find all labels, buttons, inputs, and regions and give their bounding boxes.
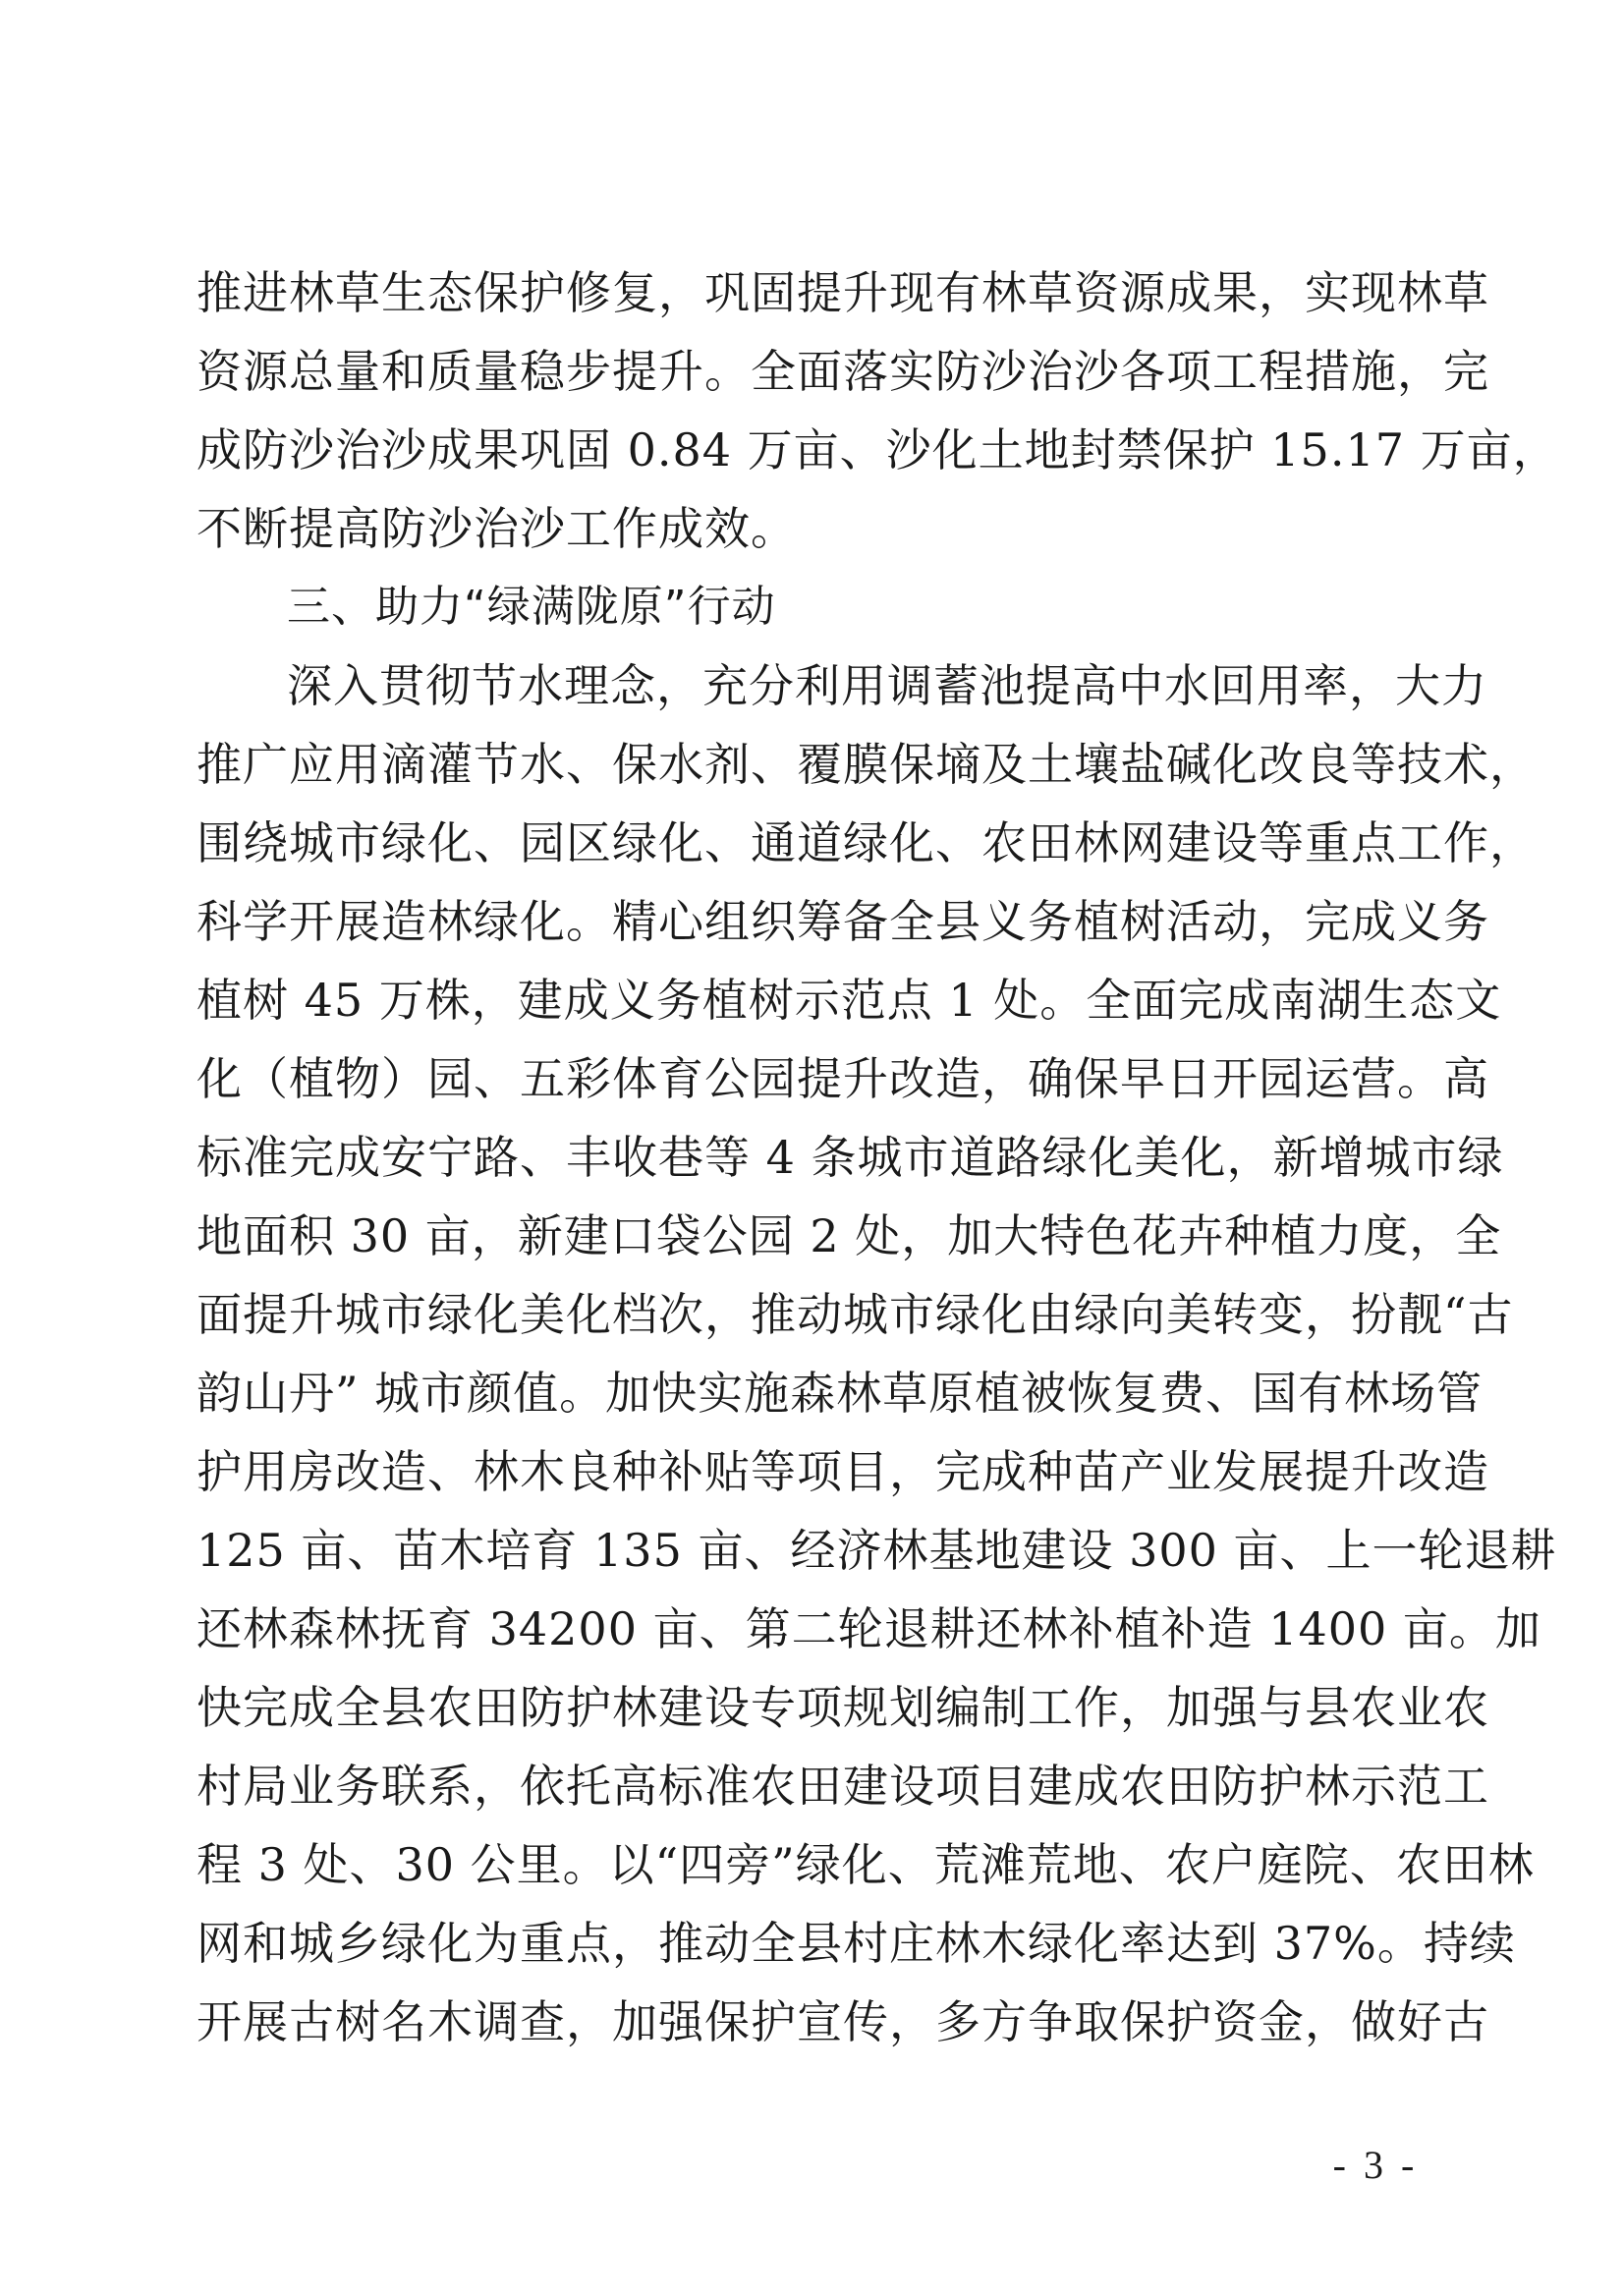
paragraph-line: 护用房改造、林木良种补贴等项目，完成种苗产业发展提升改造 xyxy=(196,1445,1489,1498)
paragraph-line: 还林森林抚育 34200 亩、第二轮退耕还林补植补造 1400 亩。加 xyxy=(196,1602,1541,1655)
paragraph-line: 推广应用滴灌节水、保水剂、覆膜保墒及土壤盐碱化改良等技术， xyxy=(196,738,1536,791)
section-heading: 三、助力“绿满陇原”行动 xyxy=(287,582,776,632)
paragraph-line: 深入贯彻节水理念，充分利用调蓄池提高中水回用率，大力 xyxy=(287,659,1487,712)
paragraph-line: 地面积 30 亩，新建口袋公园 2 处，加大特色花卉种植力度，全 xyxy=(196,1209,1502,1262)
paragraph-line: 开展古树名木调查，加强保护宣传，多方争取保护资金，做好古 xyxy=(196,1995,1489,2048)
paragraph-line: 围绕城市绿化、园区绿化、通道绿化、农田林网建设等重点工作， xyxy=(196,816,1536,869)
paragraph-line: 网和城乡绿化为重点，推动全县村庄林木绿化率达到 37%。持续 xyxy=(196,1917,1516,1970)
paragraph-line: 村局业务联系，依托高标准农田建设项目建成农田防护林示范工 xyxy=(196,1760,1489,1813)
document-body xyxy=(196,253,1559,2061)
paragraph-line: 程 3 处、30 公里。以“四旁”绿化、荒滩荒地、农户庭院、农田林 xyxy=(196,1838,1535,1891)
paragraph-line: 韵山丹” 城市颜值。加快实施森林草原植被恢复费、国有林场管 xyxy=(196,1367,1484,1420)
paragraph-line: 推进林草生态保护修复，巩固提升现有林草资源成果，实现林草 xyxy=(196,266,1489,319)
paragraph-line: 成防沙治沙成果巩固 0.84 万亩、沙化土地封禁保护 15.17 万亩， xyxy=(196,423,1559,476)
paragraph-line: 植树 45 万株，建成义务植树示范点 1 处。全面完成南湖生态文 xyxy=(196,974,1502,1027)
paragraph-line: 不断提高防沙治沙工作成效。 xyxy=(196,502,797,555)
paragraph-line: 科学开展造林绿化。精心组织筹备全县义务植树活动，完成义务 xyxy=(196,895,1489,948)
paragraph-line: 化（植物）园、五彩体育公园提升改造，确保早日开园运营。高 xyxy=(196,1052,1489,1105)
paragraph-line: 面提升城市绿化美化档次，推动城市绿化由绿向美转变，扮靓“古 xyxy=(196,1288,1514,1341)
paragraph-line: 资源总量和质量稳步提升。全面落实防沙治沙各项工程措施，完 xyxy=(196,345,1489,398)
paragraph-line: 快完成全县农田防护林建设专项规划编制工作，加强与县农业农 xyxy=(196,1681,1489,1734)
paragraph-line: 125 亩、苗木培育 135 亩、经济林基地建设 300 亩、上一轮退耕 xyxy=(196,1524,1557,1577)
paragraph-line: 标准完成安宁路、丰收巷等 4 条城市道路绿化美化，新增城市绿 xyxy=(196,1131,1504,1184)
page-number: - 3 - xyxy=(1332,2143,1419,2187)
